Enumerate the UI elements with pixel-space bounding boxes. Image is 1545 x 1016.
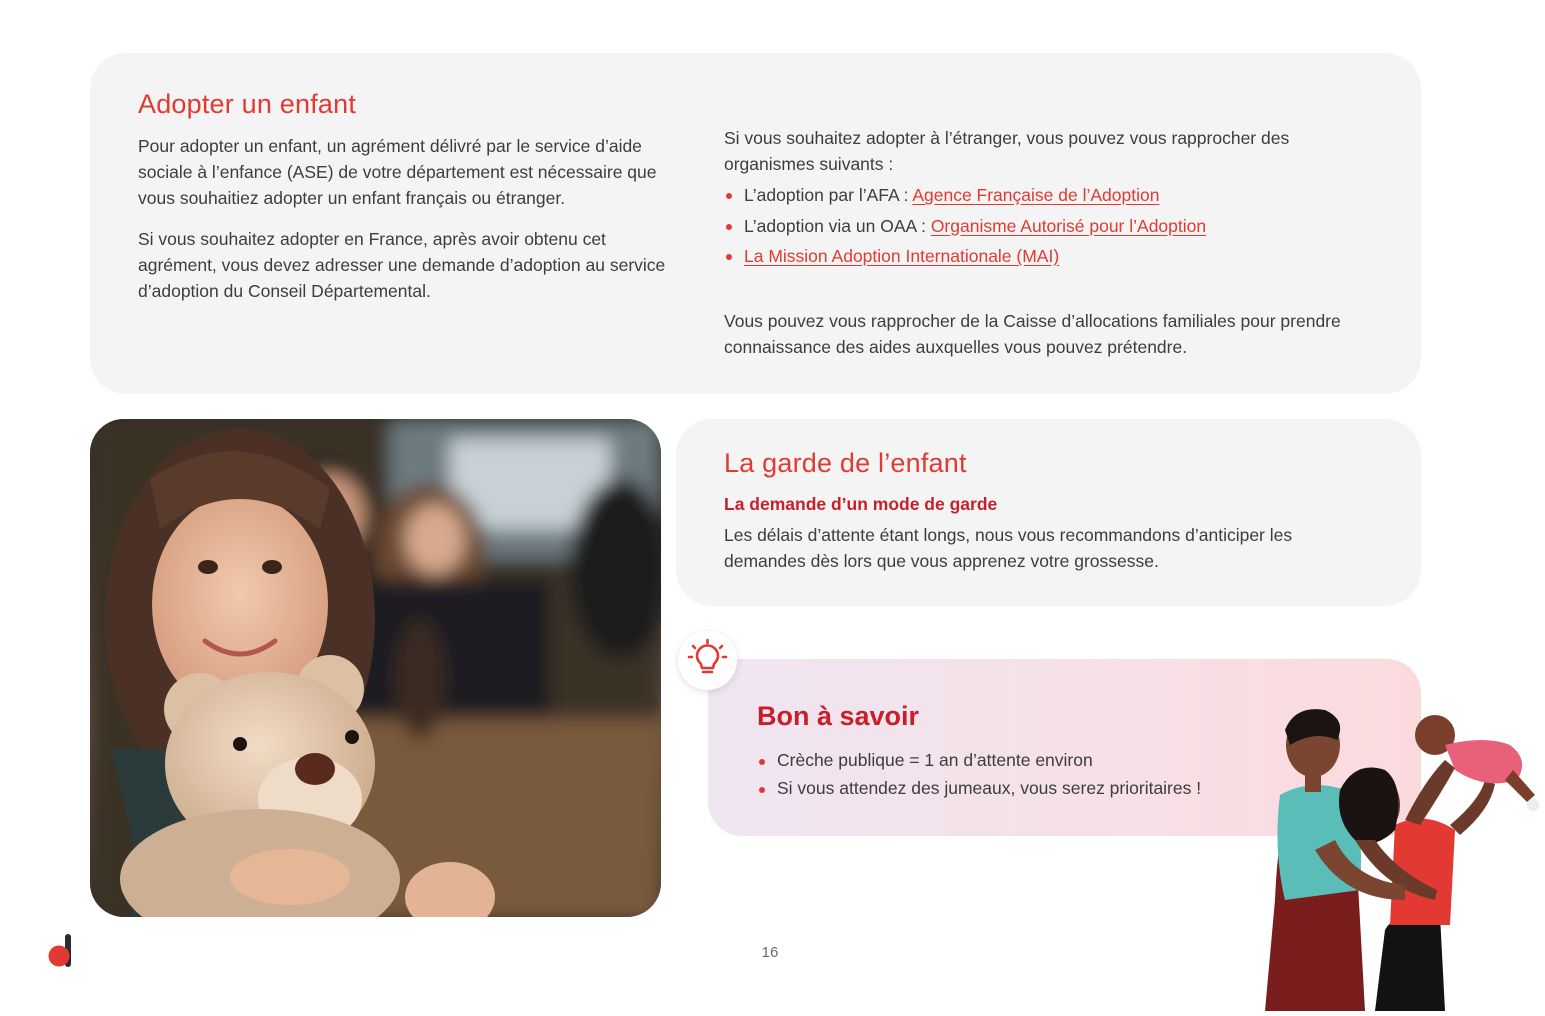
adoption-left-column — [138, 133, 678, 304]
childcare-subtitle: La demande d’un mode de garde — [724, 494, 998, 514]
oaa-prefix: L’adoption via un OAA : — [744, 215, 931, 236]
oaa-link[interactable]: Organisme Autorisé pour l’Adoption — [930, 215, 1207, 236]
good-to-know-list — [757, 746, 1201, 802]
list-item: Crèche publique = 1 an d’attente environ — [757, 746, 1201, 774]
family-illustration — [1255, 700, 1545, 1011]
lightbulb-icon-graphic — [678, 631, 737, 690]
family-illustration-graphic — [1255, 700, 1545, 1011]
adoption-section — [90, 53, 1421, 394]
girl-with-teddy-bear-photo — [90, 419, 661, 917]
afa-prefix: L’adoption par l’AFA : — [744, 185, 913, 205]
list-item — [724, 180, 1374, 211]
childcare-section — [676, 419, 1421, 606]
adoption-abroad-intro: Si vous souhaitez adopter à l’étranger, vous pouvez vous rapprocher des organismes suivants : — [724, 128, 1290, 174]
adoption-right-column — [724, 125, 1374, 360]
mai-link[interactable]: La Mission Adoption Internationale (MAI) — [744, 246, 1060, 266]
adoption-title: Adopter un enfant — [138, 89, 357, 119]
adoption-organisms-list — [724, 180, 1374, 272]
afa-link[interactable]: Agence Française de l’Adoption — [912, 185, 1160, 205]
childcare-title: La garde de l’enfant — [724, 448, 967, 478]
photo-illustration — [90, 419, 661, 917]
childcare-paragraph: Les délais d’attente étant longs, nous vous recommandons d’anticiper les demandes dès lors que vous apprenez votre grossesse. — [724, 525, 1293, 571]
list-item: Si vous attendez des jumeaux, vous serez prioritaires ! — [757, 774, 1201, 802]
brand-logo-graphic — [46, 934, 74, 968]
page-number: 16 — [761, 944, 779, 961]
caf-paragraph: Vous pouvez vous rapprocher de la Caisse d’allocations familiales pour prendre connaissance des aides auxquelles vous pouvez prétendre. — [724, 310, 1341, 357]
brand-logo — [46, 934, 74, 968]
lightbulb-icon — [678, 631, 737, 690]
adoption-france-paragraph: Si vous souhaitez adopter en France, après avoir obtenu cet agrément, vous devez adresser une demande d’adoption au service d’adoption du Conseil Départemental. — [138, 229, 666, 301]
list-item — [724, 241, 1374, 272]
adoption-agrement-paragraph: Pour adopter un enfant, un agrément délivré par le service d’aide sociale à l’enfance (ASE) de votre département est nécessaire que vous souhaitiez adopter un enfant français ou étranger. — [138, 136, 657, 208]
good-to-know-title: Bon à savoir — [757, 701, 920, 731]
list-item — [724, 211, 1374, 242]
